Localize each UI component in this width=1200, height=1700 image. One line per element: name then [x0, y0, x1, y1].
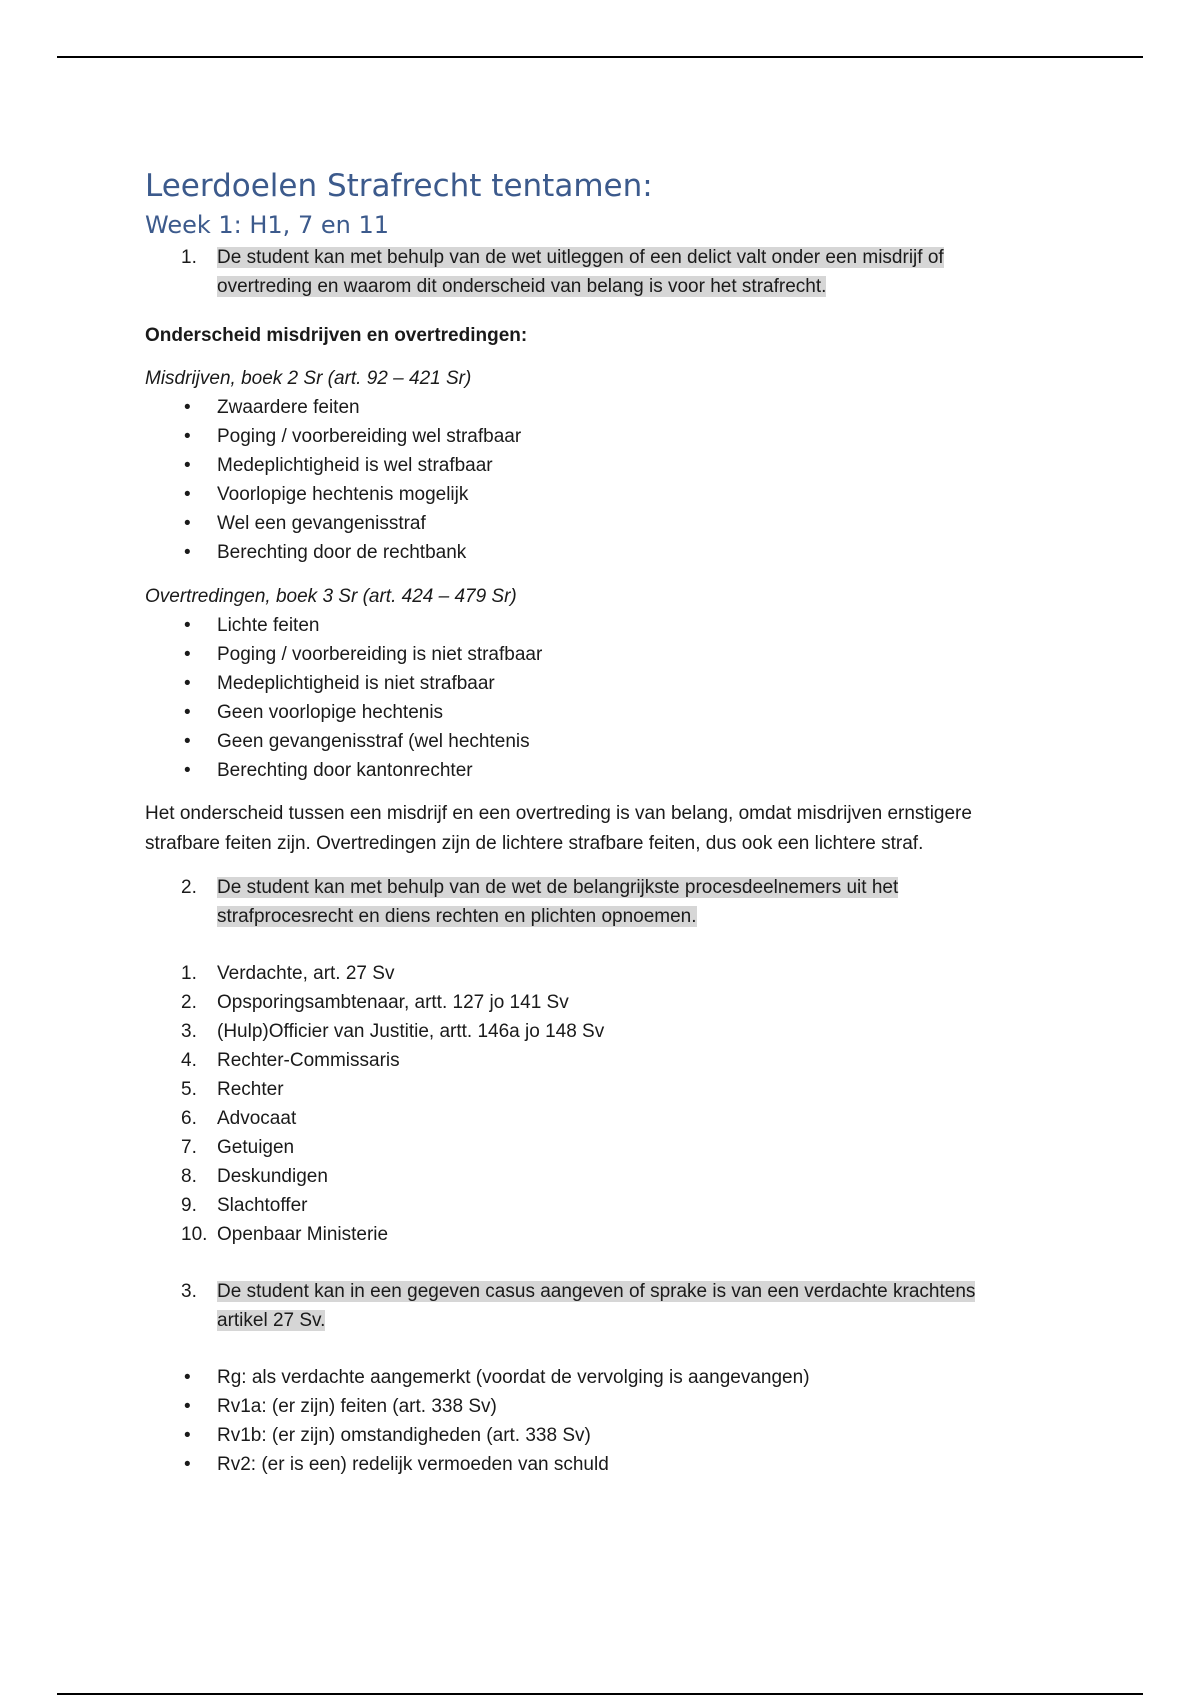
list-item: • Zwaardere feiten — [181, 393, 1045, 422]
bullet-icon: • — [184, 615, 191, 636]
bullet-icon: • — [184, 731, 191, 752]
list-item: 10. Openbaar Ministerie — [181, 1224, 389, 1245]
list-item: • Wel een gevangenisstraf — [181, 509, 1045, 538]
list-item: • Rv1a: (er zijn) feiten (art. 338 Sv) — [181, 1392, 1045, 1421]
overtredingen-label: Overtredingen, boek 3 Sr (art. 424 – 479 Sr) — [145, 586, 517, 607]
bullet-icon: • — [184, 673, 191, 694]
learning-goal-1 — [181, 243, 1045, 301]
list-item: • Rv1b: (er zijn) omstandigheden (art. 338 Sv) — [181, 1421, 1045, 1450]
goal-number: 1. — [181, 247, 197, 268]
goal-number: 2. — [181, 877, 197, 898]
overtredingen-list — [145, 611, 1045, 785]
bullet-icon: • — [184, 702, 191, 723]
conclusion-paragraph: Het onderscheid tussen een misdrijf en een overtreding is van belang, omdat misdrijven ernstigere strafbare feiten zijn. Overtredingen zijn de lichtere strafbare feiten, dus ook een lichtere straf. — [145, 803, 972, 854]
list-item: • Rg: als verdachte aangemerkt (voordat de vervolging is aangevangen) — [181, 1363, 1045, 1392]
list-item: • Poging / voorbereiding is niet strafbaar — [181, 640, 1045, 669]
participants-list — [145, 959, 1045, 1249]
goal-number: 3. — [181, 1281, 197, 1302]
bullet-icon: • — [184, 397, 191, 418]
document-page — [145, 166, 1045, 1479]
header-rule — [57, 56, 1143, 58]
bullet-icon: • — [184, 1425, 191, 1446]
list-item: 4. Rechter-Commissaris — [181, 1050, 400, 1071]
list-item: 9. Slachtoffer — [181, 1195, 308, 1216]
list-item: • Berechting door de rechtbank — [181, 538, 1045, 567]
list-item: 2. Opsporingsambtenaar, artt. 127 jo 141 Sv — [181, 992, 569, 1013]
goal-text-highlighted: De student kan met behulp van de wet uitleggen of een delict valt onder een misdrijf of overtreding en waarom dit onderscheid van belang is voor het strafrecht. — [217, 247, 944, 297]
list-item: • Medeplichtigheid is niet strafbaar — [181, 669, 1045, 698]
list-item: • Berechting door kantonrechter — [181, 756, 1045, 785]
bullet-icon: • — [184, 542, 191, 563]
verdachte-criteria-list — [145, 1363, 1045, 1479]
bullet-icon: • — [184, 426, 191, 447]
misdrijven-label: Misdrijven, boek 2 Sr (art. 92 – 421 Sr) — [145, 368, 472, 389]
bullet-icon: • — [184, 760, 191, 781]
misdrijven-list — [145, 393, 1045, 567]
bullet-icon: • — [184, 484, 191, 505]
document-subtitle: Week 1: H1, 7 en 11 — [145, 211, 389, 239]
list-item: • Geen voorlopige hechtenis — [181, 698, 1045, 727]
bullet-icon: • — [184, 455, 191, 476]
bullet-icon: • — [184, 644, 191, 665]
list-item: 3. (Hulp)Officier van Justitie, artt. 146a jo 148 Sv — [181, 1021, 605, 1042]
list-item: 5. Rechter — [181, 1079, 284, 1100]
list-item: 8. Deskundigen — [181, 1166, 328, 1187]
footer-rule — [57, 1693, 1143, 1695]
goal-text-highlighted: De student kan met behulp van de wet de belangrijkste procesdeelnemers uit het strafprocesrecht en diens rechten en plichten opnoemen. — [217, 877, 899, 927]
list-item: 7. Getuigen — [181, 1137, 295, 1158]
document-title: Leerdoelen Strafrecht tentamen: — [145, 168, 653, 204]
list-item: • Medeplichtigheid is wel strafbaar — [181, 451, 1045, 480]
list-item: • Rv2: (er is een) redelijk vermoeden van schuld — [181, 1450, 1045, 1479]
list-item: 1. Verdachte, art. 27 Sv — [181, 963, 395, 984]
learning-goal-2 — [181, 873, 1045, 931]
list-item: • Poging / voorbereiding wel strafbaar — [181, 422, 1045, 451]
goal-text-highlighted: De student kan in een gegeven casus aangeven of sprake is van een verdachte krachtens artikel 27 Sv. — [217, 1281, 976, 1331]
section-heading: Onderscheid misdrijven en overtredingen: — [145, 325, 528, 346]
bullet-icon: • — [184, 513, 191, 534]
bullet-icon: • — [184, 1396, 191, 1417]
bullet-icon: • — [184, 1367, 191, 1388]
list-item: • Voorlopige hechtenis mogelijk — [181, 480, 1045, 509]
list-item: • Lichte feiten — [181, 611, 1045, 640]
list-item: 6. Advocaat — [181, 1108, 297, 1129]
learning-goal-3 — [181, 1277, 1045, 1335]
bullet-icon: • — [184, 1454, 191, 1475]
list-item: • Geen gevangenisstraf (wel hechtenis — [181, 727, 1045, 756]
